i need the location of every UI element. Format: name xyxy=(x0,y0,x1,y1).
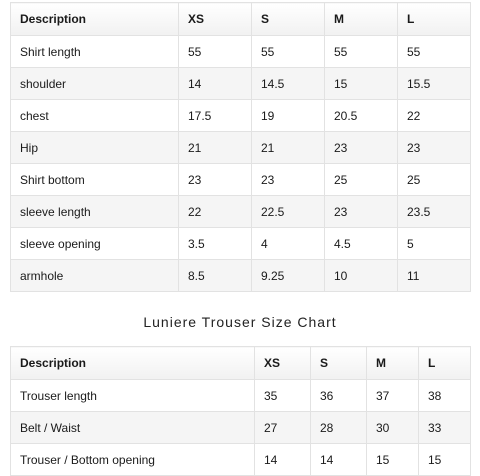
measurement-value: 28 xyxy=(311,412,367,444)
measurement-value: 5 xyxy=(398,228,471,260)
column-header: L xyxy=(419,347,471,380)
measurement-value: 9.25 xyxy=(252,260,325,292)
measurement-label: armhole xyxy=(11,260,179,292)
table-row xyxy=(11,412,471,444)
measurement-value: 30 xyxy=(367,412,419,444)
shirt-size-table xyxy=(10,2,471,292)
measurement-value: 37 xyxy=(367,380,419,412)
measurement-value: 17.5 xyxy=(179,100,252,132)
measurement-value: 14.5 xyxy=(252,68,325,100)
column-header: M xyxy=(367,347,419,380)
measurement-value: 23 xyxy=(398,132,471,164)
table-header-row xyxy=(11,347,471,380)
measurement-value: 11 xyxy=(398,260,471,292)
measurement-value: 10 xyxy=(325,260,398,292)
measurement-value: 22.5 xyxy=(252,196,325,228)
measurement-value: 23 xyxy=(252,164,325,196)
column-header: Description xyxy=(11,3,179,36)
column-header: XS xyxy=(179,3,252,36)
table-row xyxy=(11,260,471,292)
measurement-value: 20.5 xyxy=(325,100,398,132)
measurement-value: 23 xyxy=(325,196,398,228)
column-header: Description xyxy=(11,347,255,380)
measurement-value: 19 xyxy=(252,100,325,132)
measurement-value: 21 xyxy=(179,132,252,164)
measurement-value: 3.5 xyxy=(179,228,252,260)
column-header: S xyxy=(252,3,325,36)
measurement-value: 38 xyxy=(419,380,471,412)
measurement-value: 14 xyxy=(311,444,367,476)
column-header: L xyxy=(398,3,471,36)
measurement-value: 15 xyxy=(367,444,419,476)
measurement-value: 25 xyxy=(398,164,471,196)
measurement-label: sleeve length xyxy=(11,196,179,228)
measurement-value: 23 xyxy=(179,164,252,196)
measurement-value: 22 xyxy=(179,196,252,228)
measurement-value: 35 xyxy=(255,380,311,412)
table-row xyxy=(11,380,471,412)
measurement-label: chest xyxy=(11,100,179,132)
table-row xyxy=(11,164,471,196)
measurement-value: 23 xyxy=(325,132,398,164)
table-row xyxy=(11,68,471,100)
measurement-label: shoulder xyxy=(11,68,179,100)
table-row xyxy=(11,132,471,164)
measurement-value: 4.5 xyxy=(325,228,398,260)
measurement-value: 21 xyxy=(252,132,325,164)
measurement-value: 33 xyxy=(419,412,471,444)
table-row xyxy=(11,444,471,476)
table-header-row xyxy=(11,3,471,36)
measurement-value: 15.5 xyxy=(398,68,471,100)
measurement-label: Shirt length xyxy=(11,36,179,68)
table-row xyxy=(11,228,471,260)
table-row xyxy=(11,100,471,132)
measurement-value: 15 xyxy=(325,68,398,100)
measurement-value: 14 xyxy=(179,68,252,100)
measurement-value: 8.5 xyxy=(179,260,252,292)
measurement-value: 22 xyxy=(398,100,471,132)
measurement-label: Belt / Waist xyxy=(11,412,255,444)
measurement-value: 55 xyxy=(398,36,471,68)
measurement-label: sleeve opening xyxy=(11,228,179,260)
table-row xyxy=(11,36,471,68)
measurement-label: Shirt bottom xyxy=(11,164,179,196)
measurement-value: 36 xyxy=(311,380,367,412)
measurement-label: Trouser / Bottom opening xyxy=(11,444,255,476)
column-header: S xyxy=(311,347,367,380)
measurement-value: 55 xyxy=(179,36,252,68)
measurement-value: 4 xyxy=(252,228,325,260)
column-header: M xyxy=(325,3,398,36)
measurement-value: 23.5 xyxy=(398,196,471,228)
table-row xyxy=(11,196,471,228)
measurement-value: 15 xyxy=(419,444,471,476)
measurement-value: 55 xyxy=(252,36,325,68)
measurement-value: 25 xyxy=(325,164,398,196)
measurement-value: 55 xyxy=(325,36,398,68)
column-header: XS xyxy=(255,347,311,380)
trouser-size-table xyxy=(10,346,471,476)
measurement-label: Trouser length xyxy=(11,380,255,412)
trouser-size-chart-title: Luniere Trouser Size Chart xyxy=(143,314,337,330)
measurement-label: Hip xyxy=(11,132,179,164)
measurement-value: 27 xyxy=(255,412,311,444)
measurement-value: 14 xyxy=(255,444,311,476)
